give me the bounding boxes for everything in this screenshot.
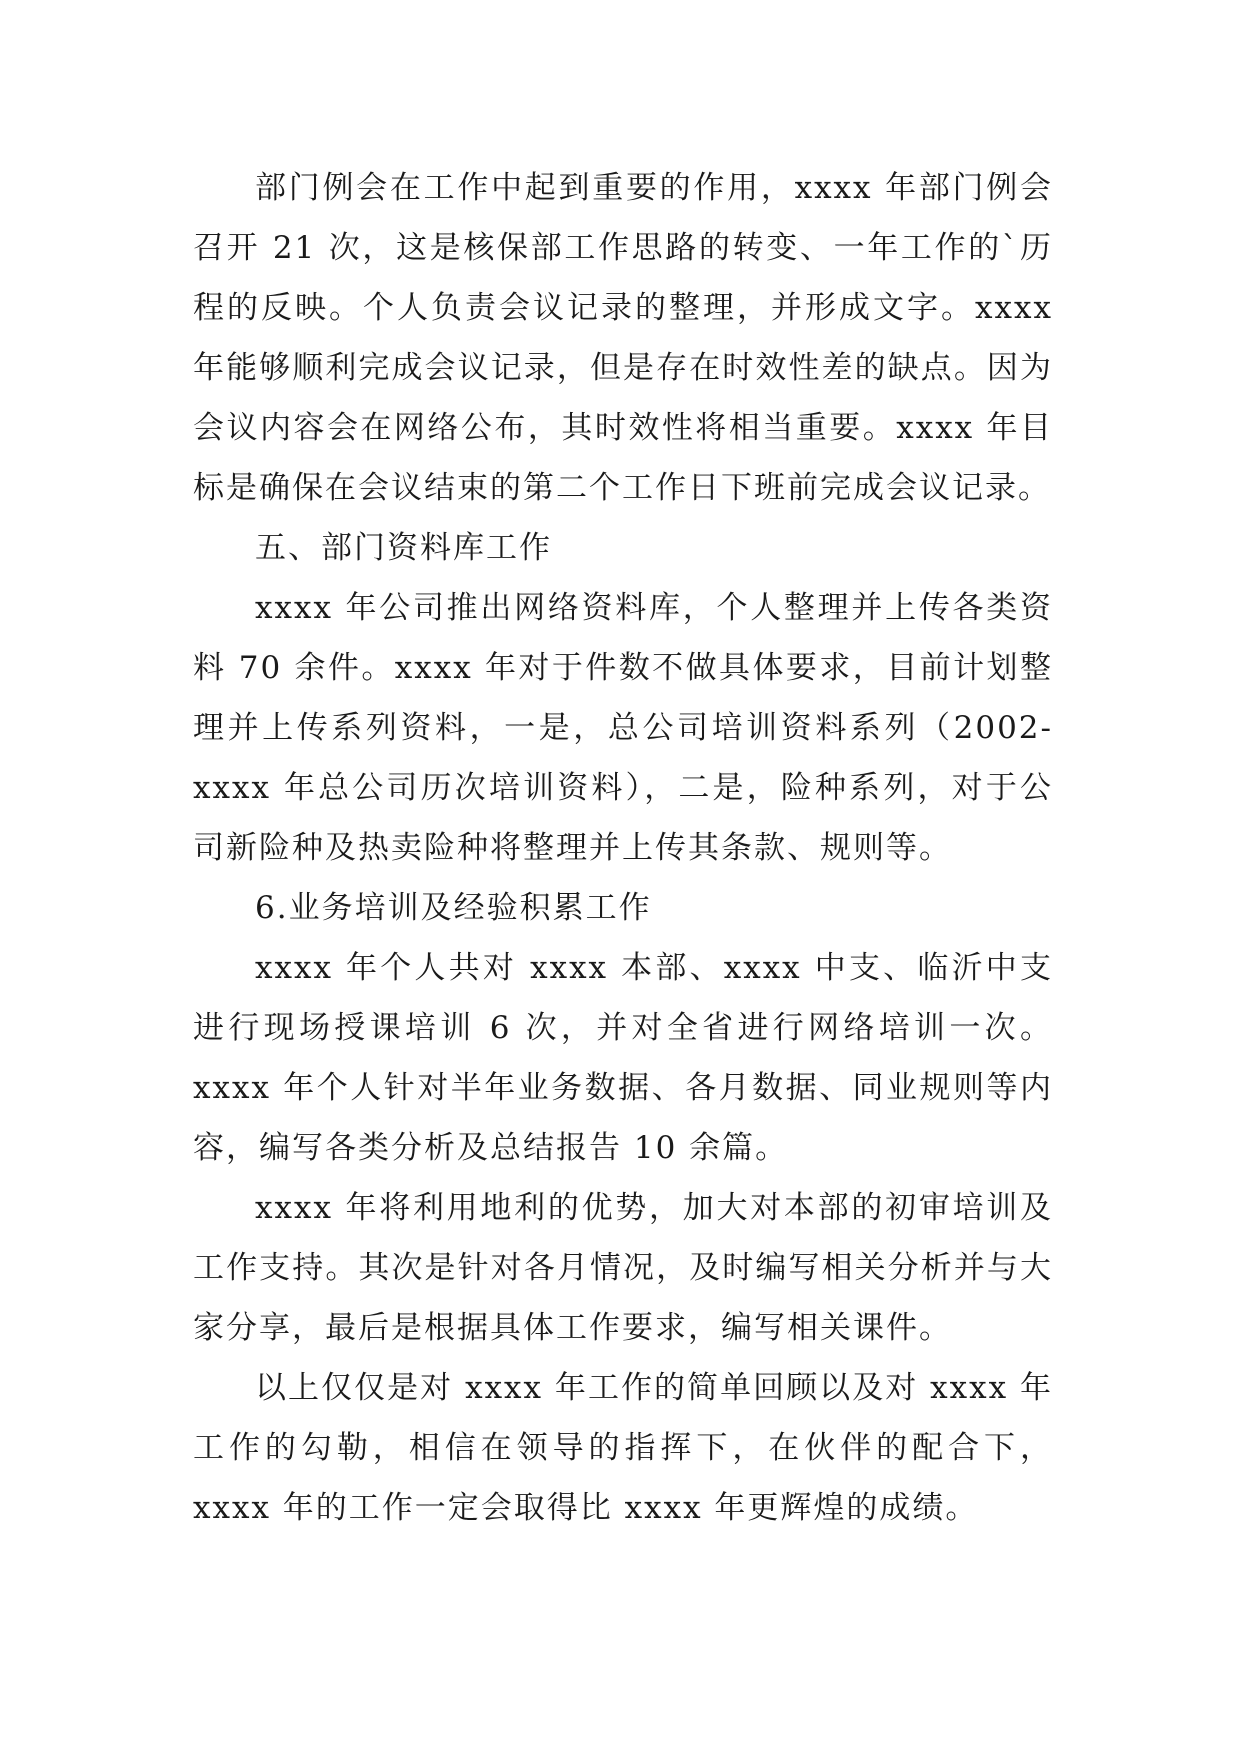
paragraph-database: xxxx 年公司推出网络资料库，个人整理并上传各类资料 70 余件。xxxx 年对于件数不做具体要求，目前计划整理并上传系列资料，一是，总公司培训资料系列（2002-xxxx 年总公司历次培训资料），二是，险种系列，对于公司新险种及热卖险种将整理并上传其条款、规则等。: [193, 590, 1053, 866]
paragraph-meeting-records: 部门例会在工作中起到重要的作用，xxxx 年部门例会召开 21 次，这是核保部工作思路的转变、一年工作的`历程的反映。个人负责会议记录的整理，并形成文字。xxxx 年能够顺利完成会议记录，但是存在时效性差的缺点。因为会议内容会在网络公布，其时效性将相当重要。xxxx 年目标是确保在会议结束的第二个工作日下班前完成会议记录。: [193, 170, 1053, 506]
paragraph-training-plan: xxxx 年将利用地利的优势，加大对本部的初审培训及工作支持。其次是针对各月情况，及时编写相关分析并与大家分享，最后是根据具体工作要求，编写相关课件。: [193, 1190, 1053, 1346]
document-body: [193, 158, 1053, 1538]
paragraph-conclusion: 以上仅仅是对 xxxx 年工作的简单回顾以及对 xxxx 年工作的勾勒，相信在领导的指挥下，在伙伴的配合下，xxxx 年的工作一定会取得比 xxxx 年更辉煌的成绩。: [193, 1370, 1053, 1526]
section-heading-training: 6.业务培训及经验积累工作: [255, 890, 652, 926]
section-heading-database: 五、部门资料库工作: [255, 530, 552, 566]
paragraph-training: xxxx 年个人共对 xxxx 本部、xxxx 中支、临沂中支进行现场授课培训 6 次，并对全省进行网络培训一次。xxxx 年个人针对半年业务数据、各月数据、同业规则等内容，编写各类分析及总结报告 10 余篇。: [193, 950, 1053, 1166]
